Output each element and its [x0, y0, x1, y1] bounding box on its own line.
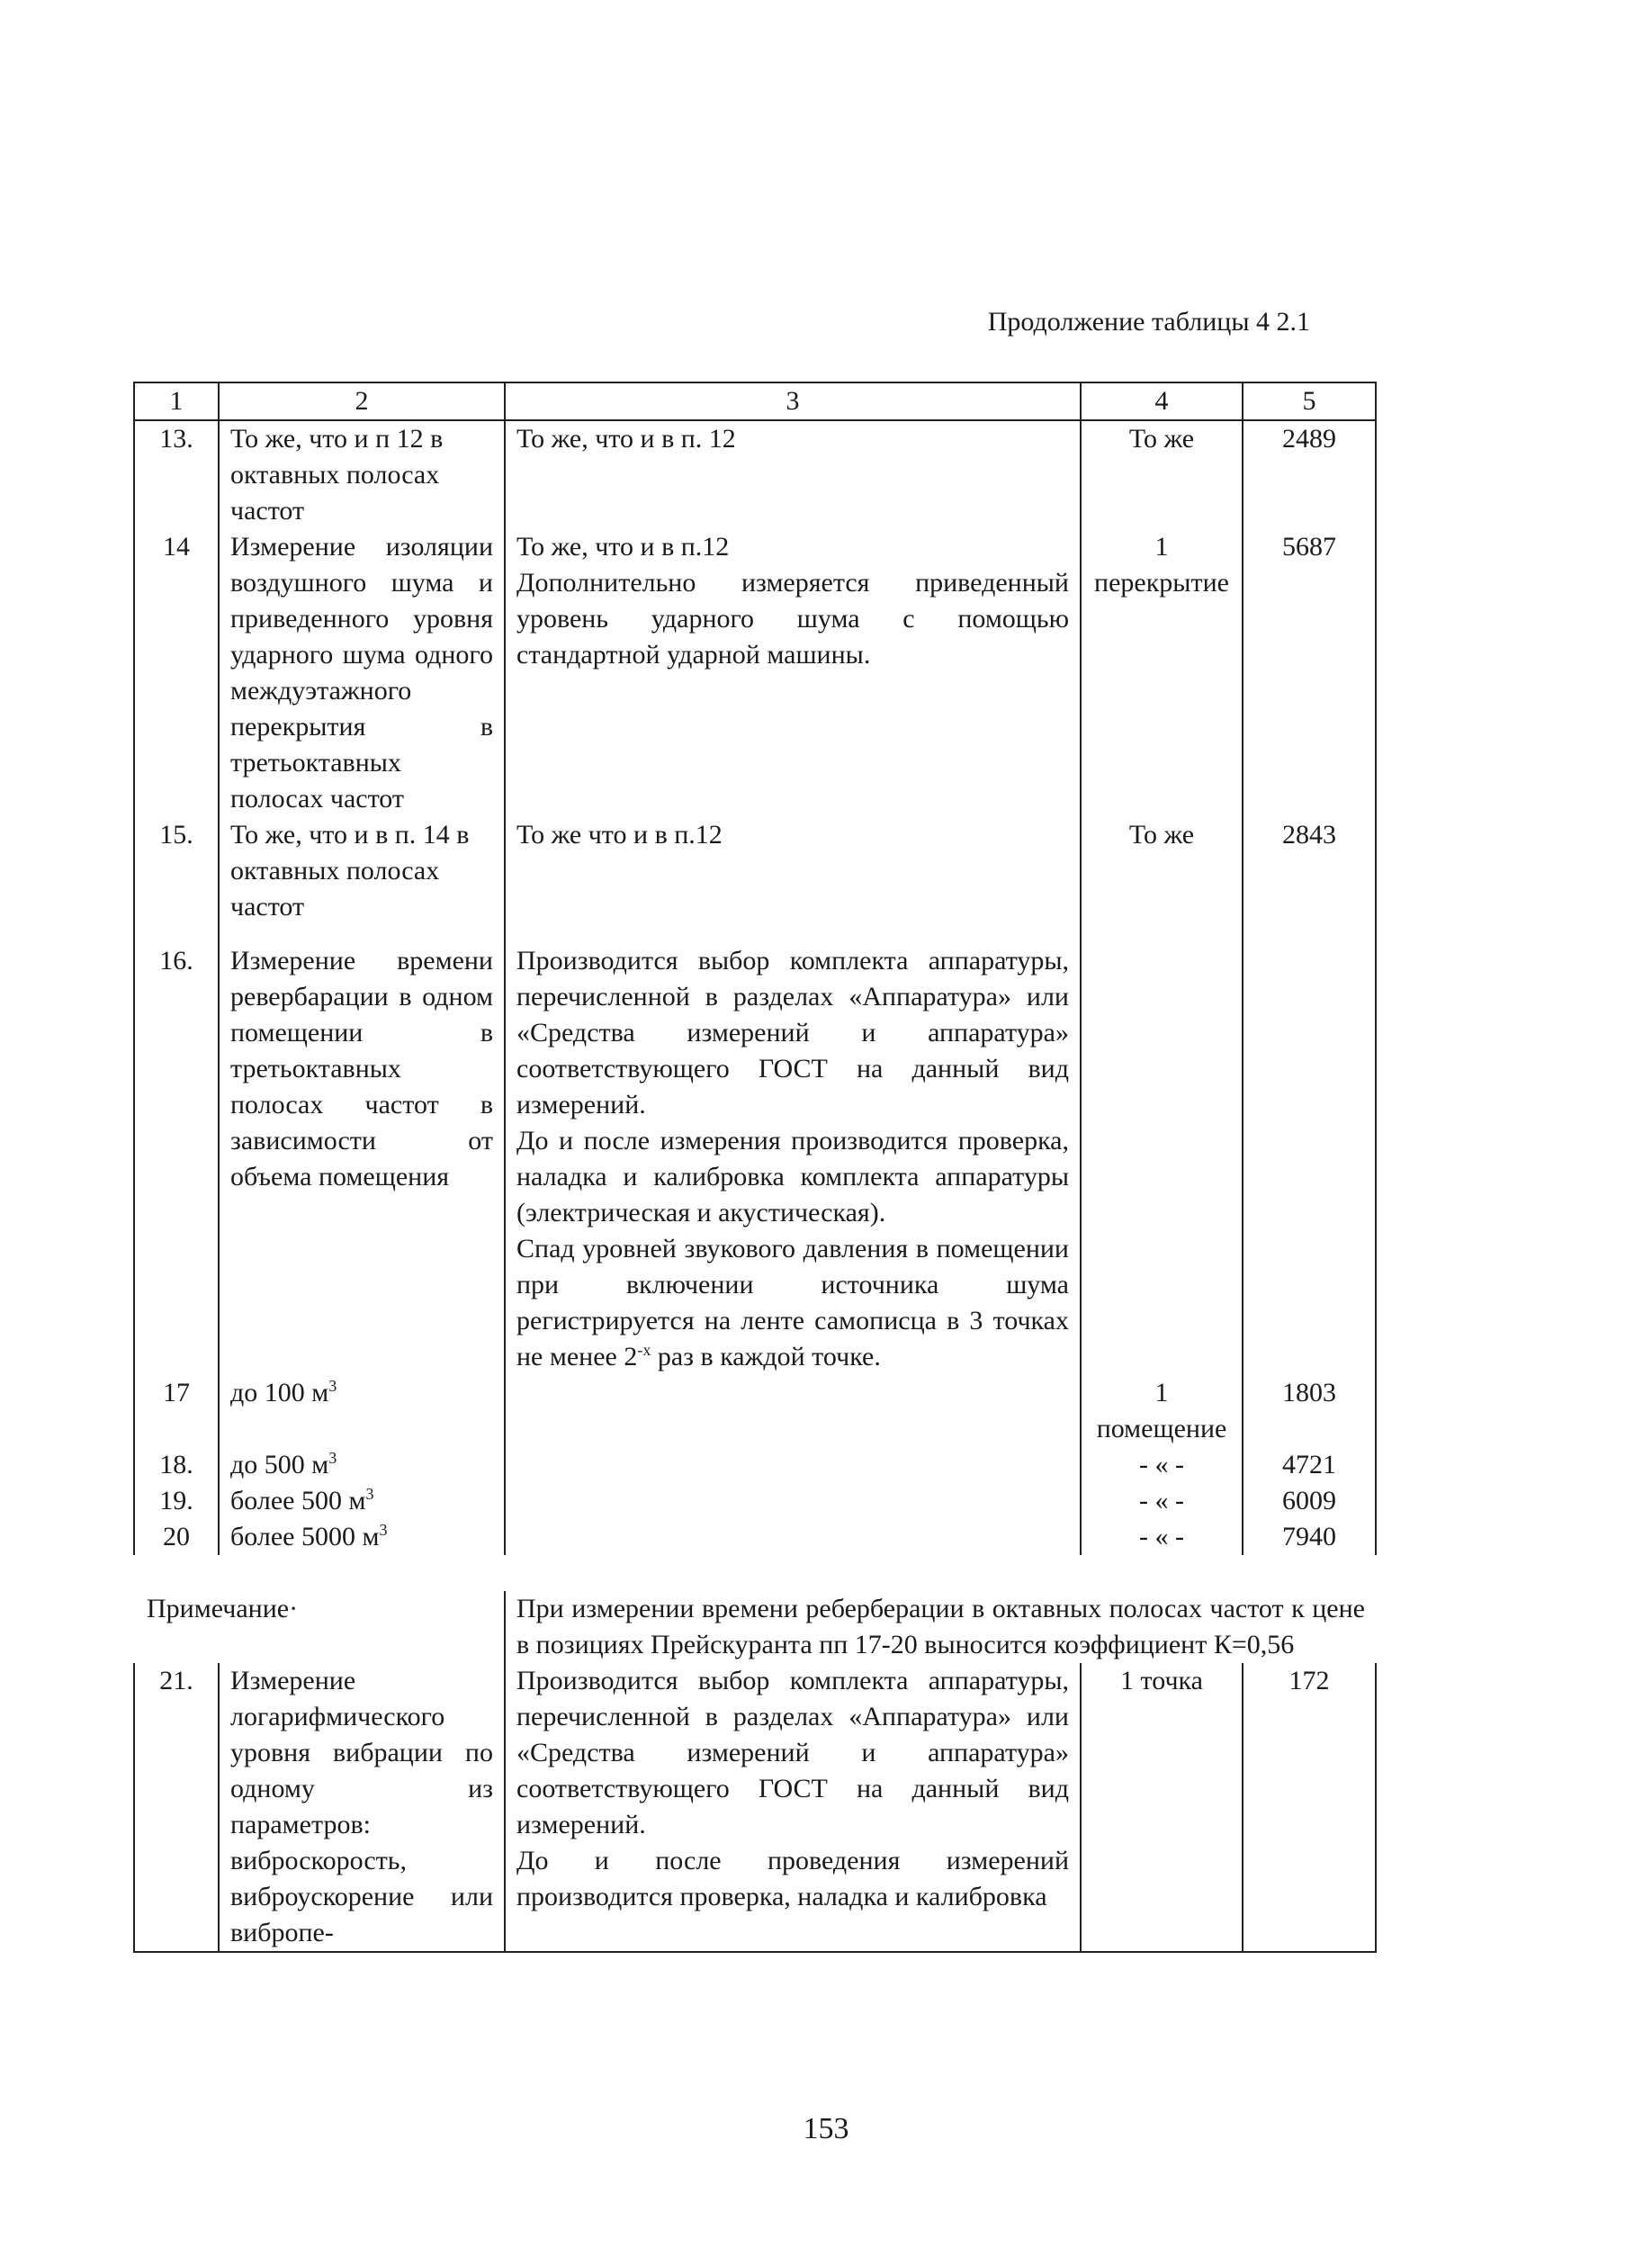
row-name — [219, 1483, 505, 1519]
row-name: То же, что и в п. 14 в октавных полосах частот — [219, 817, 505, 943]
row-description-paragraph — [516, 1231, 1069, 1375]
row-description-paragraph: Производится выбор комплекта аппаратуры, перечисленной в разделах «Аппаратура» или «Средства измерений и аппаратура» соответствующего ГОСТ на данный вид измерений. — [516, 946, 1069, 1120]
spacer-cell — [505, 1555, 1081, 1591]
table-row — [134, 817, 1376, 943]
row-number: 16. — [134, 943, 219, 1375]
row-description-paragraph: Производится выбор комплекта аппаратуры, перечисленной в разделах «Аппаратура» или «Средства измерений и аппаратура» соответствующего ГОСТ на данный вид измерений. — [516, 1666, 1069, 1839]
row-name: Измерение изоляции воздушного шума и приведенного уровня ударного шума одного междуэтажного перекрытия в третьоктавных полосах частот — [219, 529, 505, 817]
column-header: 4 — [1081, 382, 1243, 420]
row-description — [505, 943, 1081, 1375]
table-row — [134, 1483, 1376, 1519]
exponent: 3 — [328, 1377, 337, 1395]
row-description — [505, 1447, 1081, 1483]
table-row — [134, 1447, 1376, 1483]
table-row — [134, 1519, 1376, 1555]
row-price: 4721 — [1243, 1447, 1376, 1483]
table-header-row — [134, 382, 1376, 420]
row-number: 15. — [134, 817, 219, 943]
row-name — [219, 1447, 505, 1483]
row-description-paragraph: Дополнительно измеряется приведенный уровень ударного шума с помощью стандартной ударной машины. — [516, 568, 1069, 670]
row-price: 6009 — [1243, 1483, 1376, 1519]
table-row — [134, 1375, 1376, 1447]
spacer-cell — [219, 1555, 505, 1591]
row-description-paragraph: То же, что и в п. 12 — [516, 424, 736, 454]
row-unit: 1 помещение — [1081, 1375, 1243, 1447]
row-description-paragraph: То же, что и в п.12 — [516, 532, 730, 562]
table-row — [134, 1663, 1376, 1952]
row-price: 2843 — [1243, 817, 1376, 943]
row-description-paragraph: До и после проведения измерений производится проверка, наладка и калибровка — [516, 1846, 1069, 1911]
row-number: 13. — [134, 420, 219, 529]
row-number: 19. — [134, 1483, 219, 1519]
row-unit: - « - — [1081, 1519, 1243, 1555]
row-price — [1243, 943, 1376, 1375]
exponent: 3 — [328, 1449, 337, 1467]
table-caption: Продолжение таблицы 4 2.1 — [987, 307, 1310, 337]
row-number: 14 — [134, 529, 219, 817]
row-description-paragraph: До и после измерения производится проверка, наладка и калибровка комплекта аппаратуры (электрическая и акустическая). — [516, 1126, 1069, 1227]
row-unit: 1 точка — [1081, 1663, 1243, 1952]
row-unit: - « - — [1081, 1483, 1243, 1519]
row-description — [505, 1483, 1081, 1519]
row-price: 7940 — [1243, 1519, 1376, 1555]
row-description — [505, 1663, 1081, 1952]
row-price: 172 — [1243, 1663, 1376, 1952]
column-header: 2 — [219, 382, 505, 420]
row-name: То же, что и п 12 в октавных полосах частот — [219, 420, 505, 529]
exponent: 3 — [379, 1521, 388, 1539]
spacer-row — [134, 1555, 1376, 1591]
row-description — [505, 1519, 1081, 1555]
row-description-text: Спад уровней звукового давления в помещении при включении источника шума регистрируется на ленте самописца в 3 точках не менее 2 — [516, 1234, 1069, 1371]
row-name — [219, 1375, 505, 1447]
table-row — [134, 943, 1376, 1375]
column-header: 1 — [134, 382, 219, 420]
row-description-text: раз в каждой точке. — [651, 1342, 881, 1371]
row-name: Измерение логарифмического уровня вибрации по одному из параметров: виброскорость, виброускорение или вибропе- — [219, 1663, 505, 1952]
note-row — [134, 1591, 1376, 1663]
row-price: 5687 — [1243, 529, 1376, 817]
row-name-text: до 500 м — [230, 1450, 329, 1479]
row-price: 2489 — [1243, 420, 1376, 529]
exponent: 3 — [365, 1485, 374, 1503]
row-unit — [1081, 943, 1243, 1375]
table-row — [134, 529, 1376, 817]
row-number: 17 — [134, 1375, 219, 1447]
exponent: -х — [637, 1341, 651, 1359]
row-name — [219, 1519, 505, 1555]
column-header: 5 — [1243, 382, 1376, 420]
row-name: Измерение времени ревербарации в одном помещении в третьоктавных полосах частот в зависимости от объема помещения — [219, 943, 505, 1375]
spacer-cell — [134, 1555, 219, 1591]
row-name-text: более 500 м — [230, 1486, 366, 1515]
row-unit: То же — [1081, 817, 1243, 943]
note-text: При измерении времени реберберации в октавных полосах частот к цене в позициях Прейскуранта пп 17-20 выносится коэффициент К=0,56 — [505, 1591, 1376, 1663]
page-number: 153 — [803, 2112, 849, 2145]
row-name-text: до 100 м — [230, 1378, 329, 1407]
row-number: 18. — [134, 1447, 219, 1483]
row-number: 21. — [134, 1663, 219, 1952]
row-description — [505, 817, 1081, 943]
note-label: Примечание· — [147, 1594, 299, 1623]
price-table — [133, 382, 1377, 1953]
row-description — [505, 529, 1081, 817]
row-number: 20 — [134, 1519, 219, 1555]
row-name-text: более 5000 м — [230, 1522, 380, 1551]
row-unit: То же — [1081, 420, 1243, 529]
table-row — [134, 420, 1376, 529]
row-unit: - « - — [1081, 1447, 1243, 1483]
row-unit: 1 перекрытие — [1081, 529, 1243, 817]
spacer-cell — [1081, 1555, 1243, 1591]
row-description-paragraph: То же что и в п.12 — [516, 820, 723, 850]
spacer-cell — [1243, 1555, 1376, 1591]
row-description — [505, 420, 1081, 529]
row-description — [505, 1375, 1081, 1447]
row-price: 1803 — [1243, 1375, 1376, 1447]
column-header: 3 — [505, 382, 1081, 420]
